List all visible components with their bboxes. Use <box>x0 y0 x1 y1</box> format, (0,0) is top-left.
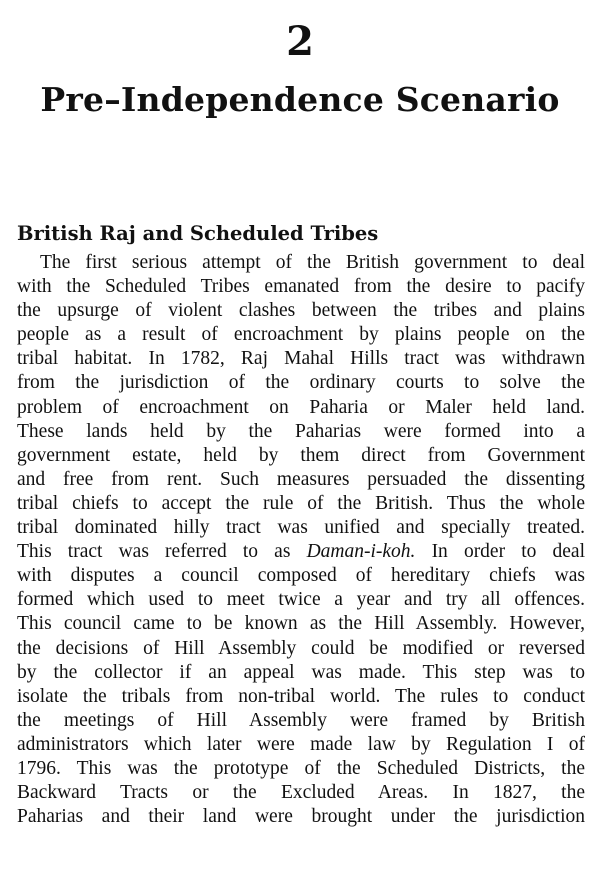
text-line: government estate, held by them direct from Government <box>17 444 585 466</box>
body-text <box>17 251 585 829</box>
text-line: Backward Tracts or the Excluded Areas. In 1827, the <box>17 782 585 804</box>
text-segment: In order to deal <box>431 541 586 563</box>
text-line: formed which used to meet twice a year and try all offences. <box>17 589 585 611</box>
text-line: These lands held by the Paharias were formed into a <box>17 420 585 442</box>
text-line: The first serious attempt of the British government to deal <box>40 252 585 273</box>
text-line: the upsurge of violent clashes between the tribes and plains <box>17 300 585 322</box>
italic-term: Daman-i-koh. <box>306 541 416 563</box>
text-line: the meetings of Hill Assembly were framed by British <box>17 709 585 731</box>
text-segment: This tract was referred to as <box>17 541 291 563</box>
text-line: from the jurisdiction of the ordinary courts to solve the <box>17 372 585 394</box>
text-line: tribal chiefs to accept the rule of the British. Thus the whole <box>17 492 585 514</box>
text-line: 1796. This was the prototype of the Scheduled Districts, the <box>17 757 585 779</box>
text-line: administrators which later were made law by Regulation I of <box>17 733 585 755</box>
section-heading: British Raj and Scheduled Tribes <box>17 222 379 245</box>
text-line: with disputes a council composed of hereditary chiefs was <box>17 565 585 587</box>
chapter-number: 2 <box>286 18 314 65</box>
text-line: with the Scheduled Tribes emanated from the desire to pacify <box>17 276 585 298</box>
text-line: by the collector if an appeal was made. This step was to <box>17 661 585 683</box>
text-line: Paharias and their land were brought under the jurisdiction <box>17 806 585 828</box>
text-line: people as a result of encroachment by plains people on the <box>17 324 585 346</box>
text-line: This council came to be known as the Hill Assembly. However, <box>17 613 585 635</box>
text-line: isolate the tribals from non-tribal world. The rules to conduct <box>17 685 585 707</box>
text-line: the decisions of Hill Assembly could be modified or reversed <box>17 637 585 659</box>
text-line <box>17 540 585 564</box>
text-line: and free from rent. Such measures persuaded the dissenting <box>17 468 585 490</box>
chapter-title: Pre–Independence Scenario <box>40 80 560 119</box>
text-line: problem of encroachment on Paharia or Maler held land. <box>17 396 585 418</box>
text-line: tribal dominated hilly tract was unified and specially treated. <box>17 517 585 539</box>
text-line: tribal habitat. In 1782, Raj Mahal Hills tract was withdrawn <box>17 348 585 370</box>
